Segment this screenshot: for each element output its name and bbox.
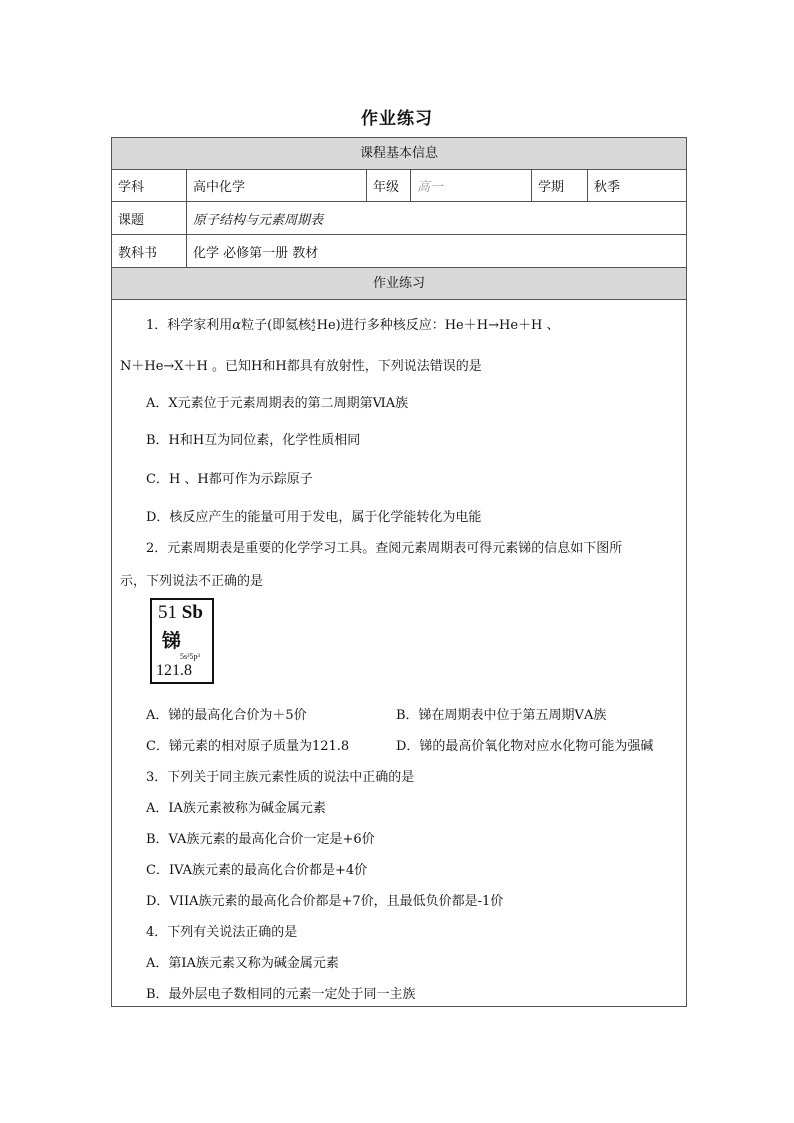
q2-option-d: D．锑的最高价氧化物对应水化物可能为强碱 xyxy=(396,739,654,754)
info-row-textbook xyxy=(112,235,686,268)
q2-option-c: C．锑元素的相对原子质量为121.8 xyxy=(146,739,350,754)
q2-stem-1: 2．元素周期表是重要的化学学习工具。查阅元素周期表可得元素锑的信息如下图所 xyxy=(146,541,623,556)
term-value: 秋季 xyxy=(594,180,621,195)
electron-config: 5s²5p³ xyxy=(180,652,200,661)
q1-option-c: C．H 、H都可作为示踪原子 xyxy=(146,472,313,487)
info-row-subject xyxy=(112,170,686,202)
q1-reaction-line xyxy=(120,355,482,374)
grade-label: 年级 xyxy=(367,170,411,201)
subject-label: 学科 xyxy=(112,170,187,201)
topic-value: 原子结构与元素周期表 xyxy=(193,212,324,228)
exercise-header xyxy=(112,268,686,300)
q4-option-b: B．最外层电子数相同的元素一定处于同一主族 xyxy=(146,987,416,1002)
q4-stem: 4．下列有关说法正确的是 xyxy=(146,925,298,940)
q3-option-a: A．IA族元素被称为碱金属元素 xyxy=(146,801,326,816)
course-info-header xyxy=(112,138,686,170)
element-number: 51 xyxy=(158,602,177,623)
q4-option-a: A．第IA族元素又称为碱金属元素 xyxy=(146,956,339,971)
q1-reaction-2: N＋He→X＋H 。已知H和H都具有放射性，下列说法错误的是 xyxy=(120,359,482,374)
q1-stem-a: 1．科学家利用 xyxy=(146,318,233,333)
q3-option-d: D．VIIA族元素的最高化合价都是+7价，且最低负价都是-1价 xyxy=(146,894,504,909)
info-row-topic xyxy=(112,202,686,235)
element-number-symbol xyxy=(158,602,203,624)
grade-value: 高一 xyxy=(411,170,532,201)
q1-stem-c: He)进行多种核反应： xyxy=(316,318,445,333)
exercise-header-text: 作业练习 xyxy=(372,276,425,291)
q2-stem-2: 示，下列说法不正确的是 xyxy=(120,574,264,589)
course-info-header-text: 课程基本信息 xyxy=(359,146,438,161)
q3-option-c: C．IVA族元素的最高化合价都是+4价 xyxy=(146,863,368,878)
element-symbol: Sb xyxy=(181,602,203,623)
worksheet-table xyxy=(111,137,687,1007)
textbook-label: 教科书 xyxy=(112,235,187,267)
q1-stem-b: 粒子(即氦核 xyxy=(241,318,312,333)
q3-stem: 3．下列关于同主族元素性质的说法中正确的是 xyxy=(146,770,415,785)
helium-isotope-mark: 4 2 xyxy=(311,317,316,333)
q3-option-b: B．VA族元素的最高化合价一定是+6价 xyxy=(146,832,375,847)
q1-reaction-1: He＋H→He＋H 、 xyxy=(444,318,560,333)
element-name: 锑 xyxy=(162,631,182,652)
q1-option-d: D．核反应产生的能量可用于发电，属于化学能转化为电能 xyxy=(146,510,482,525)
page-title: 作业练习 xyxy=(361,109,433,129)
atomic-mass: 121.8 xyxy=(156,662,192,679)
q2-option-b: B．锑在周期表中位于第五周期ⅤA族 xyxy=(396,708,607,723)
q1-stem xyxy=(146,314,559,333)
q2-option-a: A．锑的最高化合价为＋5价 xyxy=(146,708,307,723)
topic-label: 课题 xyxy=(112,202,187,234)
q1-option-a: A．X元素位于元素周期表的第二周期第ⅥA族 xyxy=(146,396,409,411)
antimony-element-card xyxy=(150,598,214,684)
q1-option-b: B．H和H互为同位素，化学性质相同 xyxy=(146,433,361,448)
textbook-value: 化学 必修第一册 教材 xyxy=(193,245,319,261)
alpha-symbol: α xyxy=(232,318,242,333)
term-label: 学期 xyxy=(532,170,588,201)
exercise-content xyxy=(112,300,686,1006)
subject-value: 高中化学 xyxy=(187,170,367,201)
